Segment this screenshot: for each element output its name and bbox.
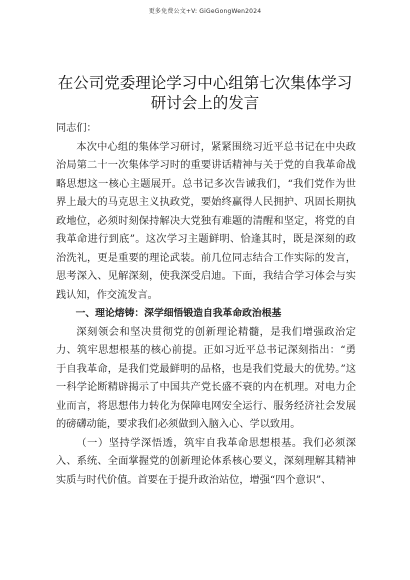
paragraph-subsection-1: （一）坚持学深悟透，筑牢自我革命思想根基。我们必须深入、系统、全面掌握党的创新理论体系核心要义，深刻理解其精神实质与时代价值。首要在于提升政治站位，增强“四个意识”、	[56, 437, 356, 486]
paragraph-section-1: 深刻领会和坚决贯彻党的创新理论精髓，是我们增强政治定力、筑牢思想根基的核心前提。正如习近平总书记深刻指出：“勇于自我革命，是我们党最鲜明的品格，也是我们党最大的优势。”这一科学论断精辟揭示了中国共产党长盛不衰的内在机理。对电力企业而言，将思想伟力转化为保障电网安全运行、服务经济社会发展的磅礴动能，要求我们必须做到入脑入心、学以致用。	[56, 326, 356, 430]
greeting: 同志们：	[56, 123, 97, 134]
paragraph-intro: 本次中心组的集体学习研讨，紧紧围绕习近平总书记在中央政治局第二十一次集体学习时的重要讲话精神与关于党的自我革命战略思想这一核心主题展开。总书记多次告诫我们，“我们党作为世界上最大的马克思主义执政党，要始终赢得人民拥护、巩固长期执政地位，必须时刻保持解决大党独有难题的清醒和坚定，将党的自我革命进行到底”。这次学习主题鲜明、恰逢其时，既是深刻的政治洗礼，更是重要的理论武装。前几位同志结合工作实际的发言，思考深入、见解深刻，使我深受启迪。下面，我结合学习体会与实践认知，作交流发言。	[56, 141, 356, 301]
document-title: 在公司党委理论学习中心组第七次集体学习研讨会上的发言	[57, 74, 353, 112]
document-body	[56, 120, 356, 490]
watermark-text: 更多免费公文+V: GiGeGongWen2024	[148, 8, 262, 15]
section-heading: 一、理论熔铸：深学细悟锻造自我革命政治根基	[75, 308, 282, 319]
